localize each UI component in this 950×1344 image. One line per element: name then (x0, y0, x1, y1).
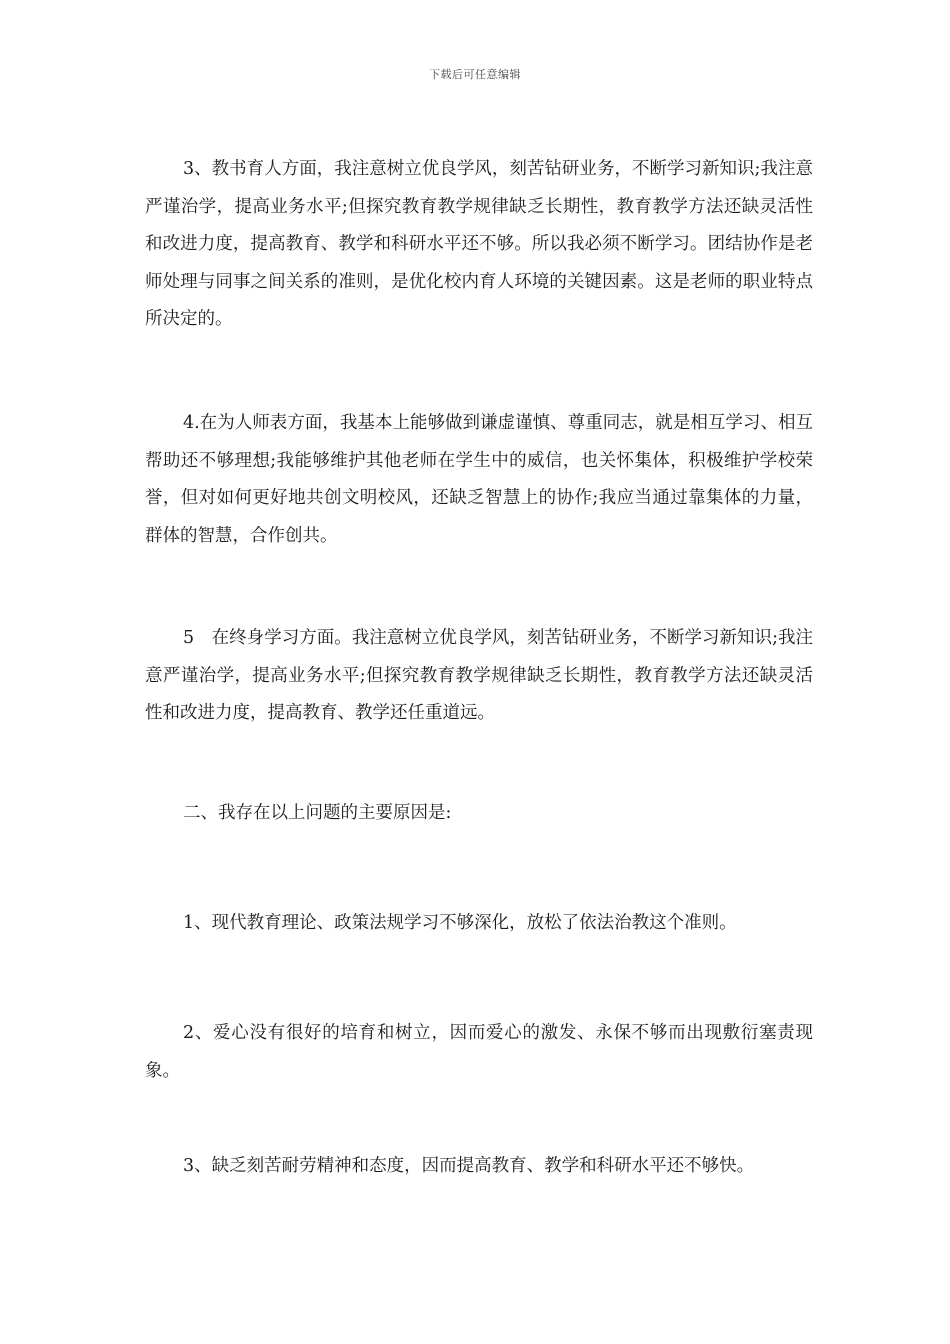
paragraph-reason-1: 1、现代教育理论、政策法规学习不够深化，放松了依法治教这个准则。 (183, 913, 737, 933)
paragraph-lifelong-learning: 5 在终身学习方面。我注意树立优良学风，刻苦钻研业务，不断学习新知识;我注意严谨治学，提高业务水平;但探究教育教学规律缺乏长期性，教育教学方法还缺灵活性和改进力度，提高教育、教学还任重道远。 (145, 628, 813, 723)
paragraph-teaching: 3、教书育人方面，我注意树立优良学风，刻苦钻研业务，不断学习新知识;我注意严谨治学，提高业务水平;但探究教育教学规律缺乏长期性，教育教学方法还缺灵活性和改进力度，提高教育、教学和科研水平还不够。所以我必须不断学习。团结协作是老师处理与同事之间关系的准则，是优化校内育人环境的关键因素。这是老师的职业特点所决定的。 (145, 159, 813, 329)
paragraph-reason-2: 2、爱心没有很好的培育和树立，因而爱心的激发、永保不够而出现敷衍塞责现象。 (145, 1023, 813, 1081)
paragraph-role-model: 4.在为人师表方面，我基本上能够做到谦虚谨慎、尊重同志，就是相互学习、相互帮助还不够理想;我能够维护其他老师在学生中的威信，也关怀集体，积极维护学校荣誉，但对如何更好地共创文明校风，还缺乏智慧上的协作;我应当通过靠集体的力量，群体的智慧，合作创共。 (145, 413, 813, 546)
section-heading-reasons: 二、我存在以上问题的主要原因是: (183, 803, 452, 823)
page-header-note: 下载后可任意编辑 (429, 68, 521, 81)
paragraph-reason-3: 3、缺乏刻苦耐劳精神和态度，因而提高教育、教学和科研水平还不够快。 (183, 1156, 755, 1176)
